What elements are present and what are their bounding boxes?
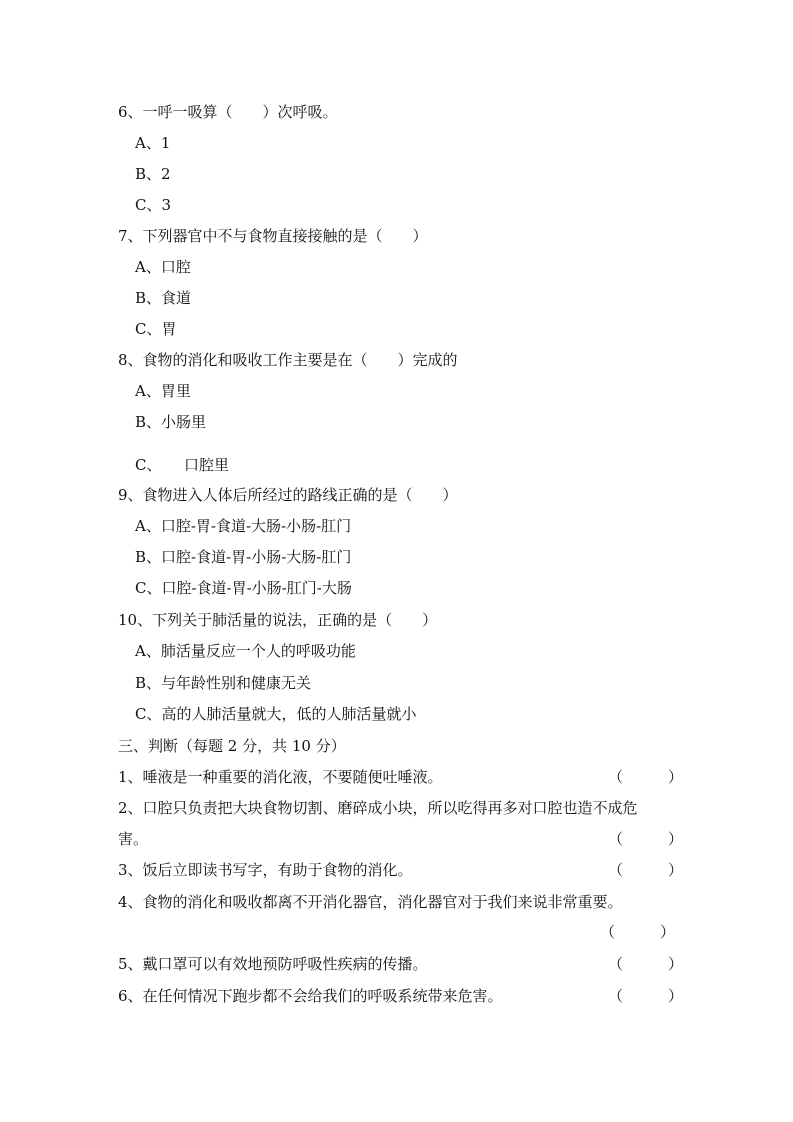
option-a: A、口腔-胃-食道-大肠-小肠-肛门 [135,517,352,535]
option-c: C、口腔-食道-胃-小肠-肛门-大肠 [135,579,352,597]
answer-blank[interactable]: （ ） [608,861,684,879]
judgement-item-4: 4、食物的消化和吸收都离不开消化器官，消化器官对于我们来说非常重要。 [118,893,623,911]
judgement-item-5: 5、戴口罩可以有效地预防呼吸性疾病的传播。 [118,955,428,973]
question-stem: 7、下列器官中不与食物直接接触的是（ ） [118,227,428,245]
option-b: B、小肠里 [135,413,207,431]
option-b: B、食道 [135,289,192,307]
option-c: C、胃 [135,320,177,338]
option-a: A、1 [135,134,171,152]
judgement-item-2: 2、口腔只负责把大块食物切割、磨碎成小块，所以吃得再多对口腔也造不成危 [118,799,638,817]
judgement-item-2-cont: 害。 [118,830,149,848]
option-a: A、口腔 [135,258,191,276]
question-stem: 9、食物进入人体后所经过的路线正确的是（ ） [118,486,458,504]
question-stem: 8、食物的消化和吸收工作主要是在（ ）完成的 [118,351,458,369]
answer-blank[interactable]: （ ） [608,955,684,973]
option-b: B、口腔-食道-胃-小肠-大肠-肛门 [135,548,352,566]
section-title: 三、判断（每题 2 分，共 10 分） [118,737,346,755]
judgement-item-1: 1、唾液是一种重要的消化液，不要随便吐唾液。 [118,768,443,786]
question-stem: 10、下列关于肺活量的说法，正确的是（ ） [118,611,438,629]
answer-blank[interactable]: （ ） [608,768,684,786]
option-c: C、 口腔里 [135,456,229,474]
answer-blank[interactable]: （ ） [608,830,684,848]
answer-blank[interactable]: （ ） [600,923,676,941]
answer-blank[interactable]: （ ） [608,987,684,1005]
judgement-item-6: 6、在任何情况下跑步都不会给我们的呼吸系统带来危害。 [118,987,503,1005]
option-a: A、肺活量反应一个人的呼吸功能 [135,642,356,660]
option-c: C、3 [135,196,172,214]
option-b: B、与年龄性别和健康无关 [135,674,312,692]
judgement-item-3: 3、饭后立即读书写字，有助于食物的消化。 [118,861,413,879]
question-stem: 6、一呼一吸算（ ）次呼吸。 [118,103,338,121]
option-b: B、2 [135,165,171,183]
option-a: A、胃里 [135,382,191,400]
option-c: C、高的人肺活量就大，低的人肺活量就小 [135,705,417,723]
